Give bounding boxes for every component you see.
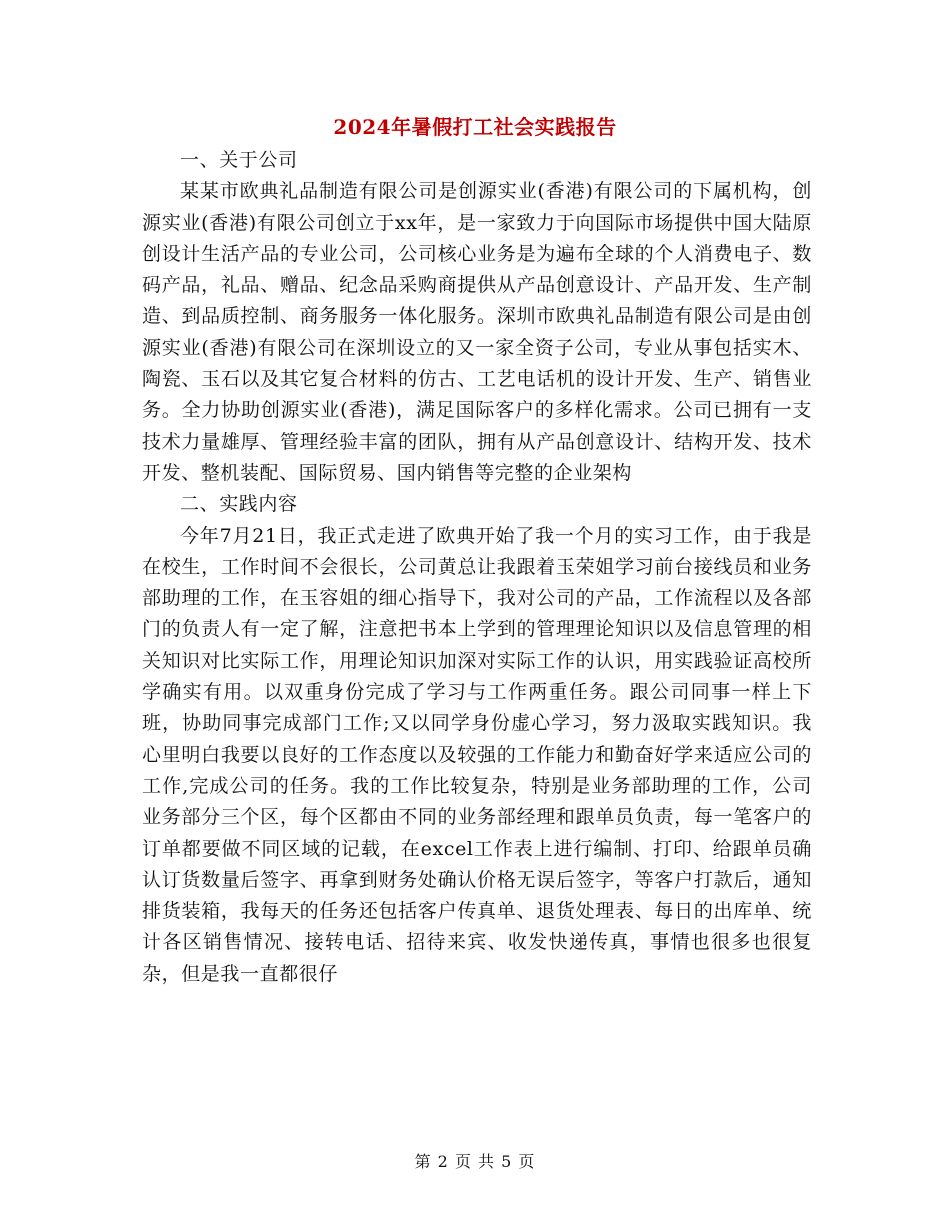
paragraph-about-company: 某某市欧典礼品制造有限公司是创源实业(香港)有限公司的下属机构，创源实业(香港)有限公司创立于xx年，是一家致力于向国际市场提供中国大陆原创设计生活产品的专业公司，公司核心业务是为遍布全球的个人消费电子、数码产品，礼品、赠品、纪念品采购商提供从产品创意设计、产品开发、生产制造、到品质控制、商务服务一体化服务。深圳市欧典礼品制造有限公司是由创源实业(香港)有限公司在深圳设立的又一家全资子公司，专业从事包括实木、陶瓷、玉石以及其它复合材料的仿古、工艺电话机的设计开发、生产、销售业务。全力协助创源实业(香港)，满足国际客户的多样化需求。公司已拥有一支技术力量雄厚、管理经验丰富的团队，拥有从产品创意设计、结构开发、技术开发、整机装配、国际贸易、国内销售等完整的企业架构	[142, 180, 812, 484]
document-title: 2024年暑假打工社会实践报告	[333, 115, 617, 139]
document-body	[142, 145, 812, 990]
section-heading-practice-content: 二、实践内容	[180, 493, 298, 516]
section-heading-about-company: 一、关于公司	[180, 149, 298, 171]
paragraph-practice-content: 今年7月21日，我正式走进了欧典开始了我一个月的实习工作，由于我是在校生，工作时间不会很长，公司黄总让我跟着玉荣姐学习前台接线员和业务部助理的工作，在玉容姐的细心指导下，我对公司的产品，工作流程以及各部门的负责人有一定了解，注意把书本上学到的管理理论知识以及信息管理的相关知识对比实际工作，用理论知识加深对实际工作的认识，用实践验证高校所学确实有用。以双重身份完成了学习与工作两重任务。跟公司同事一样上下班，协助同事完成部门工作;又以同学身份虚心学习，努力汲取实践知识。我心里明白我要以良好的工作态度以及较强的工作能力和勤奋好学来适应公司的工作,完成公司的任务。我的工作比较复杂，特别是业务部助理的工作，公司业务部分三个区，每个区都由不同的业务部经理和跟单员负责，每一笔客户的订单都要做不同区域的记载，在excel工作表上进行编制、打印、给跟单员确认订货数量后签字、再拿到财务处确认价格无误后签字，等客户打款后，通知排货装箱，我每天的任务还包括客户传真单、退货处理表、每日的出库单、统计各区销售情况、接转电话、招待来宾、收发快递传真，事情也很多也很复杂，但是我一直都很仔	[142, 524, 812, 985]
page-number-footer: 第 2 页 共 5 页	[414, 1152, 536, 1171]
